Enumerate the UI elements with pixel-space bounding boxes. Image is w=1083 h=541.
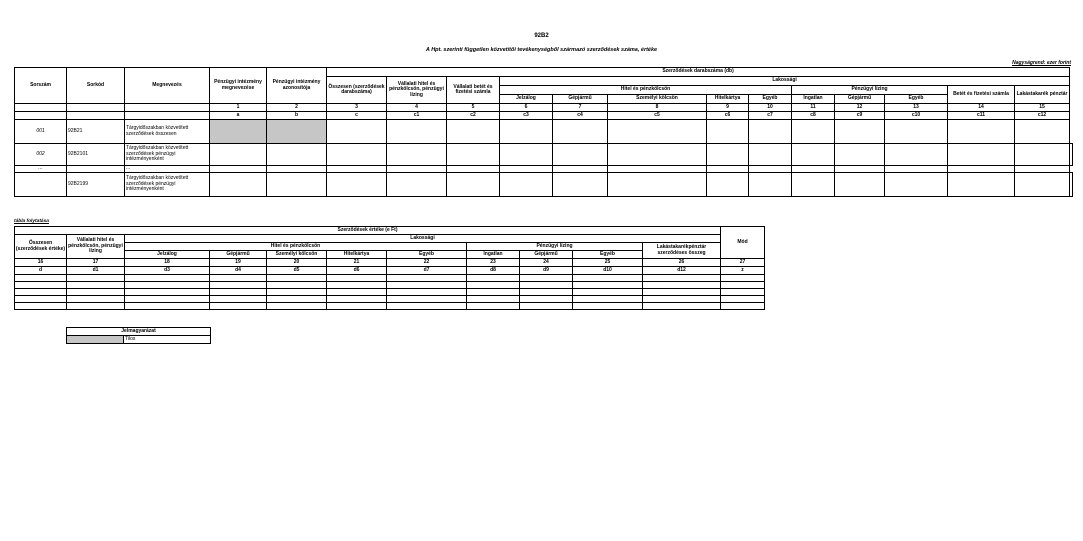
unit-label: Nagyságrend: ezer forint [1012, 60, 1071, 66]
input-cell[interactable] [15, 275, 67, 282]
input-cell[interactable] [67, 303, 125, 310]
input-cell[interactable] [210, 173, 267, 197]
input-cell[interactable] [327, 289, 387, 296]
header-szerzodesek-darabszama: Szerződések darabszáma (db) [327, 68, 1070, 77]
input-cell[interactable] [327, 144, 387, 166]
input-cell[interactable] [553, 120, 608, 144]
column-code: d5 [267, 267, 327, 275]
input-cell[interactable] [573, 275, 643, 282]
header-megnevezes: Megnevezés [125, 68, 210, 104]
header-vallalati-hitel: Vállalati hitel és pénzkölcsön, pénzügyi lízing [387, 77, 447, 104]
header-osszesen-erteke: Összesen (szerződések értéke) [15, 235, 67, 259]
input-cell[interactable] [387, 144, 447, 166]
input-cell[interactable] [520, 282, 573, 289]
row-megnevezes: ... [125, 166, 210, 173]
input-cell[interactable] [387, 275, 467, 282]
column-code: c7 [749, 112, 792, 120]
input-cell[interactable] [125, 282, 210, 289]
column-number: 19 [210, 259, 267, 267]
legend-title: Jelmagyarázat [67, 328, 211, 336]
input-cell[interactable] [643, 289, 721, 296]
input-cell[interactable] [67, 275, 125, 282]
column-code: c4 [553, 112, 608, 120]
row-sorszam [15, 173, 67, 197]
header-szerzodesek-erteke: Szerződések értéke (e Ft) [15, 227, 721, 235]
input-cell[interactable] [387, 296, 467, 303]
column-code: c [327, 112, 387, 120]
row-sorkod: 92B21 [67, 120, 125, 144]
column-code: d1 [67, 267, 125, 275]
input-cell[interactable] [573, 296, 643, 303]
forbidden-cell [267, 120, 327, 144]
input-cell[interactable] [67, 282, 125, 289]
row-megnevezes: Tárgyidőszakban közvetített szerződések összesen [125, 120, 210, 144]
input-cell[interactable] [835, 144, 885, 166]
row-sorkod [67, 166, 125, 173]
column-code: c8 [792, 112, 835, 120]
input-cell[interactable] [267, 173, 327, 197]
input-cell[interactable] [1070, 144, 1073, 166]
input-cell[interactable] [721, 282, 765, 289]
header-hitel-es-penzkolcson: Hitel és pénzkölcsön [500, 86, 792, 95]
input-cell[interactable] [721, 275, 765, 282]
input-cell[interactable] [267, 303, 327, 310]
input-cell[interactable] [387, 282, 467, 289]
input-cell[interactable] [125, 296, 210, 303]
header-ingatlan: Ingatlan [792, 95, 835, 104]
header-lakastakarekpenztar: Lakástakarékpénztár szerződéses összeg [643, 243, 721, 259]
header-egyeb: Egyéb [749, 95, 792, 104]
input-cell[interactable] [573, 282, 643, 289]
legend-swatch [67, 336, 124, 344]
header-hitelkartya: Hitelkártya [327, 251, 387, 259]
input-cell[interactable] [327, 296, 387, 303]
input-cell[interactable] [608, 144, 707, 166]
input-cell[interactable] [210, 275, 267, 282]
column-code: d10 [573, 267, 643, 275]
input-cell[interactable] [520, 275, 573, 282]
form-code: 92B2 [534, 33, 549, 39]
header-jelzalog: Jelzálog [125, 251, 210, 259]
input-cell[interactable] [520, 303, 573, 310]
header-jelzalog: Jelzálog [500, 95, 553, 104]
input-cell[interactable] [500, 173, 553, 197]
continuation-label: tábla folytatása [14, 219, 49, 224]
input-cell[interactable] [948, 120, 1015, 144]
column-code: d4 [210, 267, 267, 275]
input-cell[interactable] [327, 173, 387, 197]
forbidden-cell [210, 120, 267, 144]
row-megnevezes: Tárgyidőszakban közvetített szerződések pénzügyi intézményenként [125, 173, 210, 197]
row-sorszam: ... [15, 166, 67, 173]
column-code: c9 [835, 112, 885, 120]
column-number: 13 [885, 104, 948, 112]
input-cell[interactable] [210, 296, 267, 303]
input-cell[interactable] [67, 296, 125, 303]
column-number: 5 [447, 104, 500, 112]
input-cell[interactable] [608, 120, 707, 144]
input-cell[interactable] [792, 144, 835, 166]
column-code: d6 [327, 267, 387, 275]
column-code: c11 [948, 112, 1015, 120]
header-lizing-gepjarmu: Gépjármű [520, 251, 573, 259]
input-cell[interactable] [467, 289, 520, 296]
input-cell[interactable] [792, 173, 835, 197]
input-cell[interactable] [387, 289, 467, 296]
header-vallalati-hitel: Vállalati hitel és pénzkölcsön, pénzügyi lízing [67, 235, 125, 259]
header-lakossagi: Lakossági [500, 77, 1070, 86]
header-hitelkartya: Hitelkártya [707, 95, 749, 104]
input-cell[interactable] [643, 296, 721, 303]
header-penzugyi-intezmeny-megnevezese: Pénzügyi intézmény megnevezése [210, 68, 267, 104]
input-cell[interactable] [721, 289, 765, 296]
input-cell[interactable] [15, 289, 67, 296]
column-number: 9 [707, 104, 749, 112]
column-number: 11 [792, 104, 835, 112]
input-cell[interactable] [267, 282, 327, 289]
header-penzugyi-lizing: Pénzügyi lízing [467, 243, 643, 251]
header-lizing-egyeb: Egyéb [885, 95, 948, 104]
column-code: d7 [387, 267, 467, 275]
column-code: d8 [467, 267, 520, 275]
column-number: 7 [553, 104, 608, 112]
input-cell[interactable] [721, 303, 765, 310]
input-cell[interactable] [885, 144, 948, 166]
input-cell[interactable] [67, 289, 125, 296]
column-number: 20 [267, 259, 327, 267]
column-number: 12 [835, 104, 885, 112]
input-cell[interactable] [573, 303, 643, 310]
header-sorszam: Sorszám [15, 68, 67, 104]
input-cell[interactable] [15, 282, 67, 289]
column-code: c2 [447, 112, 500, 120]
header-szemelyi-kolcson: Személyi kölcsön [267, 251, 327, 259]
header-vallalati-betet: Vállalati betét és fizetési számla [447, 77, 500, 104]
column-code: c1 [387, 112, 447, 120]
input-cell[interactable] [210, 144, 267, 166]
column-number: 3 [327, 104, 387, 112]
input-cell[interactable] [210, 282, 267, 289]
input-cell[interactable] [327, 282, 387, 289]
input-cell[interactable] [467, 296, 520, 303]
input-cell[interactable] [447, 173, 500, 197]
column-number: 2 [267, 104, 327, 112]
column-number: 4 [387, 104, 447, 112]
column-number: 18 [125, 259, 210, 267]
header-lakossagi: Lakossági [125, 235, 721, 243]
column-code: c6 [707, 112, 749, 120]
header-lizing-egyeb: Egyéb [573, 251, 643, 259]
value-table [14, 226, 765, 310]
row-megnevezes: Tárgyidőszakban közvetített szerződések pénzügyi intézményenként [125, 144, 210, 166]
column-number: 15 [1015, 104, 1070, 112]
column-code: z [721, 267, 765, 275]
header-szemelyi-kolcson: Személyi kölcsön [608, 95, 707, 104]
header-ingatlan: Ingatlan [467, 251, 520, 259]
column-code: d3 [125, 267, 210, 275]
input-cell[interactable] [467, 303, 520, 310]
input-cell[interactable] [835, 173, 885, 197]
input-cell[interactable] [327, 120, 387, 144]
column-code: d [15, 267, 67, 275]
input-cell[interactable] [125, 275, 210, 282]
column-code: c10 [885, 112, 948, 120]
header-penzugyi-lizing: Pénzügyi lízing [792, 86, 948, 95]
header-penzugyi-intezmeny-azonositoja: Pénzügyi intézmény azonosítója [267, 68, 327, 104]
input-cell[interactable] [885, 173, 948, 197]
input-cell[interactable] [125, 303, 210, 310]
column-number: 14 [948, 104, 1015, 112]
input-cell[interactable] [749, 144, 792, 166]
input-cell[interactable] [707, 120, 749, 144]
input-cell[interactable] [500, 120, 553, 144]
input-cell[interactable] [643, 282, 721, 289]
input-cell[interactable] [573, 289, 643, 296]
input-cell[interactable] [467, 282, 520, 289]
input-cell[interactable] [210, 303, 267, 310]
column-number: 26 [643, 259, 721, 267]
legend-label: Tilos [124, 336, 211, 344]
input-cell[interactable] [749, 120, 792, 144]
input-cell[interactable] [749, 173, 792, 197]
input-cell[interactable] [267, 289, 327, 296]
input-cell[interactable] [792, 120, 835, 144]
column-code: b [267, 112, 327, 120]
header-lizing-gepjarmu: Gépjármű [835, 95, 885, 104]
column-number: 23 [467, 259, 520, 267]
input-cell[interactable] [520, 296, 573, 303]
column-number: 17 [67, 259, 125, 267]
input-cell[interactable] [553, 144, 608, 166]
column-code: c12 [1015, 112, 1070, 120]
row-sorszam: 002 [15, 144, 67, 166]
column-number: 25 [573, 259, 643, 267]
input-cell[interactable] [1015, 120, 1070, 144]
input-cell[interactable] [608, 173, 707, 197]
column-code: c5 [608, 112, 707, 120]
header-egyeb: Egyéb [387, 251, 467, 259]
column-number: 27 [721, 259, 765, 267]
input-cell[interactable] [327, 275, 387, 282]
input-cell[interactable] [267, 144, 327, 166]
header-betet-es-fizetesi-szamla: Betét és fizetési számla [948, 86, 1015, 104]
input-cell[interactable] [948, 144, 1015, 166]
input-cell[interactable] [643, 303, 721, 310]
column-number: 22 [387, 259, 467, 267]
header-sorkod: Sorkód [67, 68, 125, 104]
form-title: A Hpt. szerinti független közvetítői tevékenységből származó szerződések száma, értéke [425, 47, 658, 53]
input-cell[interactable] [707, 173, 749, 197]
input-cell[interactable] [210, 289, 267, 296]
row-sorkod: 92B2199 [67, 173, 125, 197]
header-lakastakarek-penztar: Lakástakarék pénztár [1015, 86, 1070, 104]
header-gepjarmu: Gépjármű [553, 95, 608, 104]
row-sorkod: 92B2101 [67, 144, 125, 166]
input-cell[interactable] [520, 289, 573, 296]
input-cell[interactable] [1015, 144, 1070, 166]
input-cell[interactable] [387, 173, 447, 197]
input-cell[interactable] [267, 275, 327, 282]
input-cell[interactable] [447, 144, 500, 166]
column-number: 24 [520, 259, 573, 267]
input-cell[interactable] [707, 144, 749, 166]
input-cell[interactable] [835, 120, 885, 144]
count-table [14, 67, 1073, 197]
header-hitel-es-penzkolcson: Hitel és pénzkölcsön [125, 243, 467, 251]
column-number: 8 [608, 104, 707, 112]
column-code: d9 [520, 267, 573, 275]
column-number: 1 [210, 104, 267, 112]
column-code: d12 [643, 267, 721, 275]
input-cell[interactable] [15, 303, 67, 310]
header-gepjarmu: Gépjármű [210, 251, 267, 259]
input-cell[interactable] [721, 296, 765, 303]
row-sorszam: 001 [15, 120, 67, 144]
input-cell[interactable] [15, 296, 67, 303]
column-number: 10 [749, 104, 792, 112]
column-code: a [210, 112, 267, 120]
column-code: c3 [500, 112, 553, 120]
input-cell[interactable] [948, 173, 1015, 197]
header-mod: Mód [721, 227, 765, 259]
column-number: 16 [15, 259, 67, 267]
input-cell[interactable] [387, 303, 467, 310]
column-number: 6 [500, 104, 553, 112]
input-cell[interactable] [447, 120, 500, 144]
header-osszesen: Összesen (szerződések darabszáma) [327, 77, 387, 104]
input-cell[interactable] [1070, 173, 1073, 197]
input-cell[interactable] [467, 275, 520, 282]
input-cell[interactable] [643, 275, 721, 282]
legend-table [66, 327, 211, 344]
column-number: 21 [327, 259, 387, 267]
input-cell[interactable] [553, 173, 608, 197]
input-cell[interactable] [885, 120, 948, 144]
input-cell[interactable] [125, 289, 210, 296]
input-cell[interactable] [1015, 173, 1070, 197]
input-cell[interactable] [387, 120, 447, 144]
input-cell[interactable] [500, 144, 553, 166]
input-cell[interactable] [267, 296, 327, 303]
input-cell[interactable] [327, 303, 387, 310]
